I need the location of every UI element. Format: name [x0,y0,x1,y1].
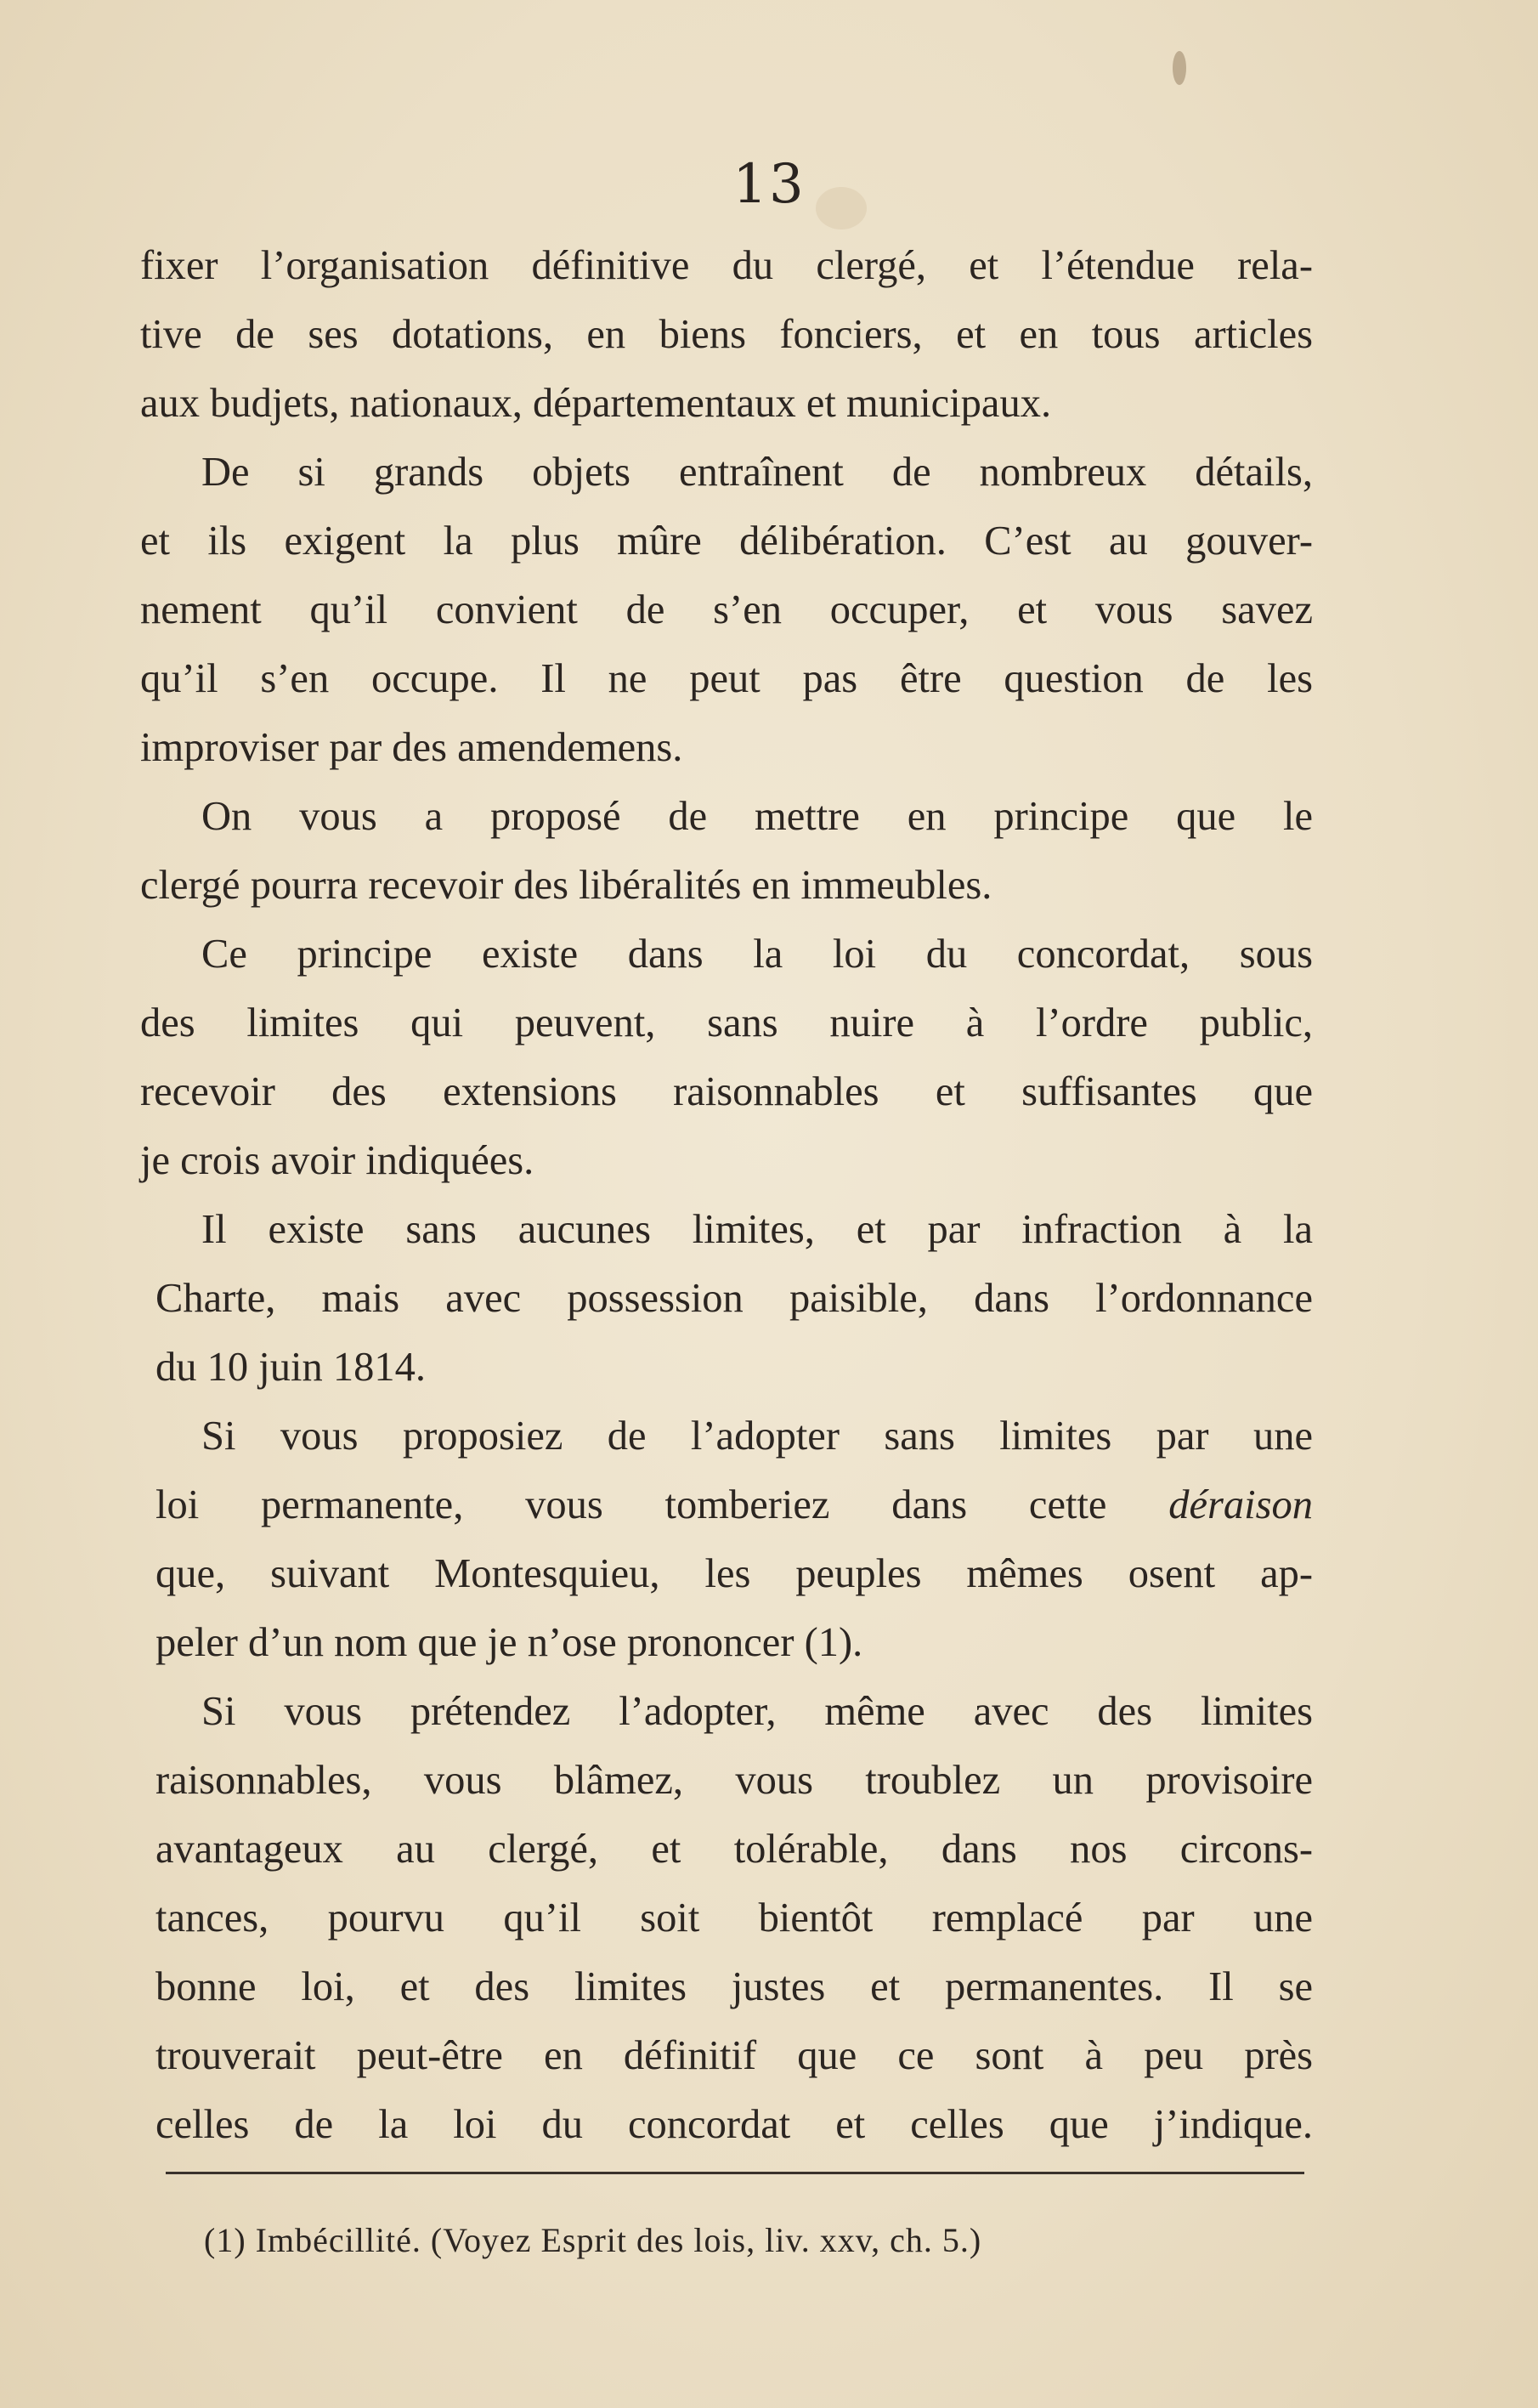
text-line: improviser par des amendemens. [140,725,683,770]
text-line: je crois avoir indiquées. [140,1138,534,1183]
text-line: peler d’un nom que je n’ose prononcer (1). [155,1620,863,1665]
text-line: des limites qui peuvent, sans nuire à l’ordre public, [140,1000,1313,1045]
footnote-divider [166,2172,1304,2174]
text-line: Charte, mais avec possession paisible, dans l’ordonnance [155,1276,1313,1321]
text-line: tive de ses dotations, en biens fonciers, et en tous articles [140,312,1313,357]
text-line: Il existe sans aucunes limites, et par infraction à la [201,1207,1313,1252]
line-text-with-italic: loi permanente, vous tomberiez dans cette déraison [155,1482,1313,1527]
text-line: que, suivant Montesquieu, les peuples mêmes osent ap- [155,1551,1313,1596]
text-line: avantageux au clergé, et tolérable, dans nos circons- [155,1827,1313,1872]
paper-stain [1173,51,1186,85]
page-number: 13 [732,153,806,216]
text-line: De si grands objets entraînent de nombreux détails, [201,450,1313,495]
text-line: celles de la loi du concordat et celles que j’indique. [155,2102,1313,2147]
text-line: nement qu’il convient de s’en occuper, et vous savez [140,587,1313,632]
italic-word: déraison [1168,1482,1313,1527]
text-line italic-line [140,1470,1313,1539]
text-line: trouverait peut-être en définitif que ce sont à peu près [155,2033,1313,2078]
footnote: (1) Imbécillité. (Voyez Esprit des lois, liv. xxv, ch. 5.) [204,2221,982,2259]
text-line: On vous a proposé de mettre en principe que le [201,794,1313,839]
text-line: et ils exigent la plus mûre délibération. C’est au gouver- [140,518,1313,564]
text-line: tances, pourvu qu’il soit bientôt remplacé par une [155,1895,1313,1941]
text-line: qu’il s’en occupe. Il ne peut pas être question de les [140,656,1313,701]
text-line: aux budjets, nationaux, départementaux et municipaux. [140,381,1052,426]
text-line: Ce principe existe dans la loi du concordat, sous [201,932,1313,977]
text-line: Si vous proposiez de l’adopter sans limites par une [201,1414,1313,1459]
text-line: bonne loi, et des limites justes et permanentes. Il se [155,1964,1313,2009]
body-text [140,231,1313,2159]
text-line: clergé pourra recevoir des libéralités en immeubles. [140,863,992,908]
text-line: Si vous prétendez l’adopter, même avec des limites [201,1689,1313,1734]
text-line: du 10 juin 1814. [155,1345,426,1390]
text-line: raisonnables, vous blâmez, vous troublez un provisoire [155,1758,1313,1803]
text-line: recevoir des extensions raisonnables et suffisantes que [140,1069,1313,1114]
text-line: fixer l’organisation définitive du clergé, et l’étendue rela- [140,243,1313,288]
